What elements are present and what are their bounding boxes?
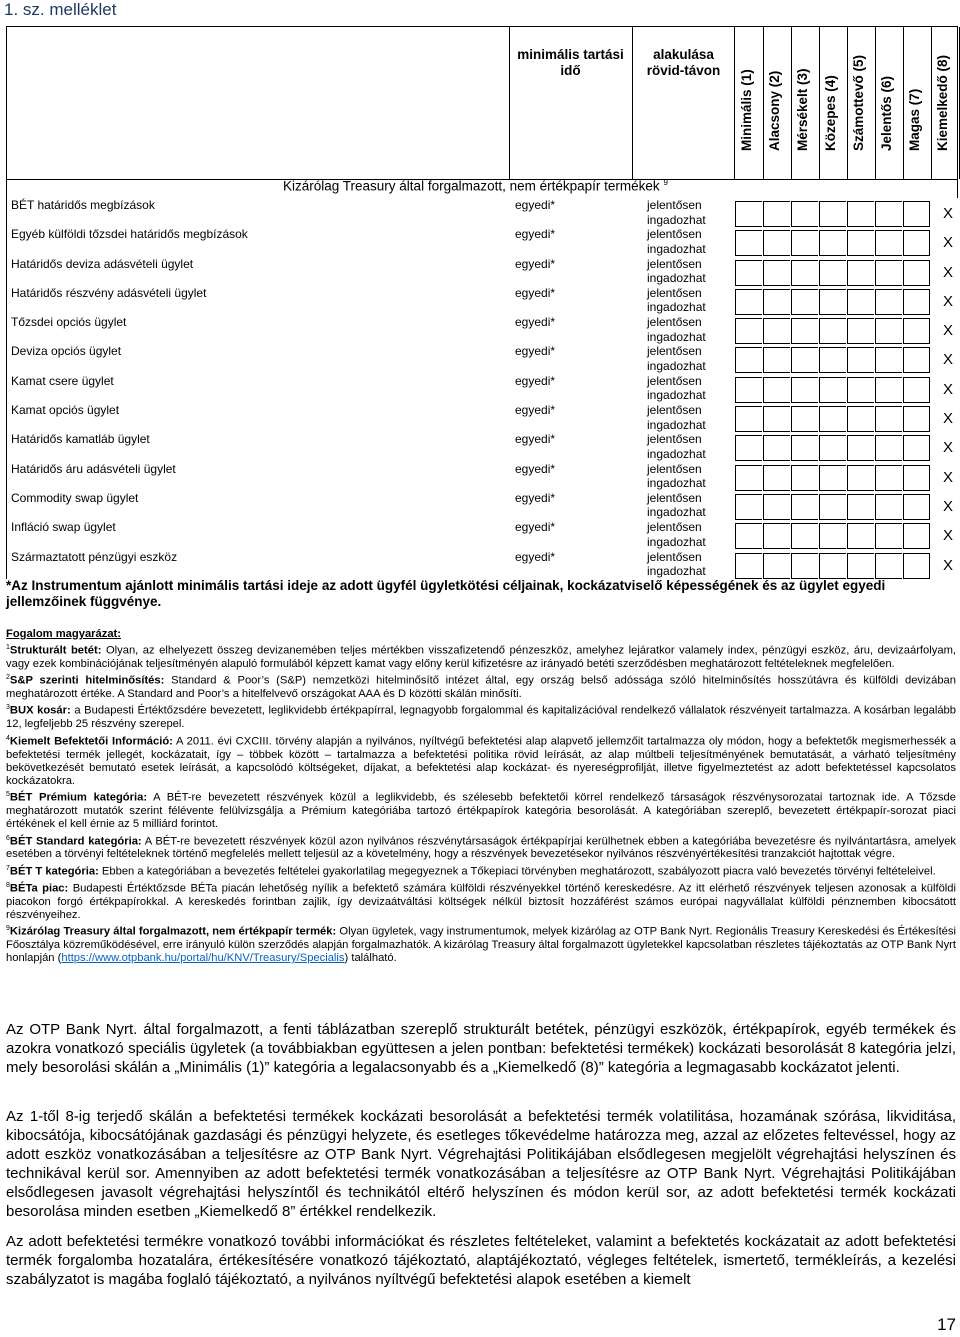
table-row: [7, 432, 958, 461]
glossary-item: [6, 641, 956, 671]
row-min-holding: egyedi*: [515, 315, 556, 330]
glossary-text-after: ) található.: [344, 952, 397, 965]
risk-cell: [875, 494, 902, 520]
risk-cell: [847, 435, 874, 461]
glossary-term: BÉT T kategória:: [9, 865, 99, 878]
risk-mark: X: [943, 439, 954, 457]
risk-cell: [903, 523, 930, 549]
row-short-term: jelentősen ingadozhat: [647, 256, 706, 286]
risk-cell: [847, 289, 874, 315]
risk-cell: [903, 406, 930, 432]
risk-cell: [875, 465, 902, 491]
risk-cell: [735, 201, 762, 227]
risk-cell: [875, 553, 902, 579]
risk-cell: [875, 377, 902, 403]
risk-cell: [791, 347, 818, 373]
row-name: Tőzsdei opciós ügylet: [11, 315, 127, 330]
risk-mark: X: [943, 205, 954, 222]
risk-cell: [763, 377, 790, 403]
risk-cell: [903, 377, 930, 403]
risk-cell: [847, 260, 874, 286]
row-name: Kamat csere ügylet: [11, 373, 114, 388]
risk-cell: [791, 201, 818, 227]
risk-cell: [903, 230, 930, 256]
risk-mark: X: [943, 497, 954, 515]
glossary-item: [6, 862, 956, 879]
glossary-item: [6, 671, 956, 701]
risk-cell: [847, 318, 874, 344]
row-min-holding: egyedi*: [515, 432, 556, 447]
risk-cell: [791, 230, 818, 256]
glossary-item: [6, 832, 956, 862]
risk-cell: [819, 201, 846, 227]
glossary-item: [6, 732, 956, 789]
risk-cell: [791, 435, 818, 461]
glossary-text: Olyan ügyletek, vagy instrumentumok, melyek kizárólag az OTP Bank Nyrt. Regionális Treasury Kereskedési és Értékesítési Főosztálya közreműködésével, erre irányuló külön szerződés alapján forgalmazhatók. A kizárólag Treasury által forgalmazott ügyletekkel kapcsolatban részletes tájékoztatás az OTP Bank Nyrt honlapján (: [6, 925, 956, 965]
glossary-num: 8: [6, 881, 10, 889]
row-name: Deviza opciós ügylet: [11, 344, 122, 359]
risk-cell: [791, 260, 818, 286]
glossary-text: A 2011. évi CXCIII. törvény alapján a nyilvános, nyíltvégű befektetési alap alapvető jellemzőit tartalmazza oly módon, hogy a befektetők megismerhessék a befektetési termék jellegét, kockázatait, így – többek között – tartalmazza a befektetési politika rövid leírását, az alap múltbeli teljesítményének bemutatását, a várható teljesítmény bekövetkezését bemutató esetek leírását, a kapcsolódó költségeket, díjakat, a befektetési alap kockázat- és nyereségprofilját, illetve figyelmeztetést az adott befektetéssel kapcsolatos kockázatokra.: [6, 735, 956, 787]
risk-cell: [903, 435, 930, 461]
row-name: Infláció swap ügylet: [11, 520, 116, 535]
risk-cell: [903, 201, 930, 227]
risk-cell: [763, 201, 790, 227]
risk-cell: [763, 230, 790, 256]
risk-col-label: Magas (7): [907, 88, 922, 151]
risk-cell: [819, 465, 846, 491]
row-min-holding: egyedi*: [515, 344, 556, 359]
section-label: Kizárólag Treasury által forgalmazott, nem értékpapír termékek $^9$: [283, 178, 668, 194]
glossary-num: 9: [6, 924, 10, 932]
risk-cell: [819, 289, 846, 315]
row-min-holding: egyedi*: [515, 198, 556, 212]
risk-cell: [763, 494, 790, 520]
risk-cell: [763, 465, 790, 491]
risk-cell: [791, 318, 818, 344]
risk-cell: [819, 260, 846, 286]
risk-cell: [735, 523, 762, 549]
row-short-term: jelentősen ingadozhat: [647, 403, 706, 432]
risk-col-header: [903, 27, 932, 179]
risk-mark: X: [943, 234, 954, 252]
risk-cell: [847, 230, 874, 256]
risk-col-header: [819, 27, 848, 179]
risk-cell: [903, 465, 930, 491]
row-name: Commodity swap ügylet: [11, 490, 139, 505]
risk-cell: [847, 347, 874, 373]
page-title: 1. sz. melléklet: [4, 0, 117, 19]
risk-cell: [819, 347, 846, 373]
header-short-term: alakulása rövid-távon: [633, 27, 735, 179]
risk-cell: [735, 318, 762, 344]
risk-mark: X: [943, 527, 954, 545]
risk-mark: X: [943, 468, 954, 486]
row-short-term: jelentősen ingadozhat: [647, 227, 706, 256]
risk-cell: [735, 406, 762, 432]
risk-col-label: Mérsékelt (3): [795, 68, 810, 151]
row-min-holding: egyedi*: [515, 227, 556, 242]
risk-cell: [791, 523, 818, 549]
page-number: 17: [937, 1315, 956, 1334]
treasury-link[interactable]: https://www.otpbank.hu/portal/hu/KNV/Treasury/Specialis: [61, 952, 345, 965]
glossary: [6, 628, 956, 965]
row-name: Határidős áru adásvételi ügylet: [11, 461, 176, 476]
risk-cell: [847, 553, 874, 579]
table-row: [7, 403, 958, 432]
risk-cell: [763, 523, 790, 549]
risk-cell: [735, 377, 762, 403]
risk-mark: X: [943, 556, 954, 574]
row-name: Határidős részvény adásvételi ügylet: [11, 285, 207, 300]
glossary-term: BÉT Standard kategória:: [9, 835, 142, 848]
glossary-num: 4: [6, 734, 10, 742]
table-row: [7, 520, 958, 549]
table-row: [7, 491, 958, 520]
risk-cell: [875, 201, 902, 227]
glossary-item: [6, 788, 956, 831]
paragraph-2: Az 1-től 8-ig terjedő skálán a befektetési termékek kockázati besorolását a befektetési termék volatilitása, hozamának szórása, likviditása, kibocsátója, kibocsátójának gazdasági és pénzügyi helyzete, és esetleges tőkevédelme határozza meg, azzal az előzetes feltevéssel, hogy az adott eszköz vonatkozásában a teljesítésre az OTP Bank Nyrt. Végrehajtási Politikájában elsődlegesen megjelölt végrehajtási helyszínen és technikával kerül sor. Amennyiben az adott befektetési termék vonatkozásában a teljesítésre az OTP Bank Nyrt. Végrehajtási Politikájában elsődlegesen javasolt végrehajtási helyszíntől és technikától eltérő helyszínen és módon kerül sor, az adott befektetési termék kockázati besorolása minden esetben „Kiemelkedő 8” értékkel rendelkezik.: [6, 1108, 956, 1220]
risk-cell: [847, 523, 874, 549]
risk-mark: X: [943, 351, 954, 369]
row-min-holding: egyedi*: [515, 256, 556, 271]
risk-cell: [763, 553, 790, 579]
row-short-term: jelentősen ingadozhat: [647, 315, 706, 344]
row-short-term: jelentősen ingadozhat: [647, 461, 706, 491]
glossary-text: Budapesti Értéktőzsde BÉTa piacán lehetőség nyílik a befektető számára külföldi részvényekkel történő kereskedésre. Az itt elérhető részvények teljesen azonosak a külföldi piacokon forgó értékpapírokkal. A kereskedés forintban zajlik, így devizaátváltási költségek nélkül biztosít hozzáférést számos európai nagyvállalat külföldi pénznemben kibocsátott részvényeihez.: [6, 882, 956, 921]
header-blank: [7, 27, 510, 179]
risk-cell: [875, 347, 902, 373]
risk-cell: [819, 318, 846, 344]
glossary-term: BÉT Prémium kategória:: [9, 791, 148, 804]
risk-col-label: Számottevő (5): [851, 54, 866, 151]
risk-cell: [819, 523, 846, 549]
row-short-term: jelentősen ingadozhat: [647, 490, 706, 520]
risk-cell: [903, 318, 930, 344]
risk-cell: [791, 289, 818, 315]
risk-cell: [763, 347, 790, 373]
risk-cell: [791, 377, 818, 403]
risk-table: [6, 26, 958, 579]
glossary-title: Fogalom magyarázat:: [6, 628, 122, 640]
risk-cell: [819, 230, 846, 256]
row-short-term: jelentősen ingadozhat: [647, 549, 706, 579]
risk-cell: [735, 494, 762, 520]
glossary-term: Strukturált betét:: [9, 644, 102, 657]
section-header: [6, 179, 958, 198]
risk-mark: X: [943, 322, 954, 340]
risk-col-header: [791, 27, 820, 179]
risk-cell: [847, 201, 874, 227]
risk-col-label: Kiemelkedő (8): [935, 54, 950, 151]
row-name: Egyéb külföldi tőzsdei határidős megbízások: [11, 227, 248, 242]
risk-cell: [875, 523, 902, 549]
risk-cell: [903, 347, 930, 373]
paragraph-3: Az adott befektetési termékre vonatkozó további információkat és részletes feltételeket, valamint a befektetés kockázatait az adott befektetési termék forgalomba hozatalára, értékesítésére vonatkozó tájékoztató, alaptájékoztató, végleges feltételek, ismertető, termékleírás, a kezelési szabályzatot is magába foglaló tájékoztató, a nyilvános nyíltvégű befektetési alapok esetében a kiemelt: [6, 1233, 956, 1288]
row-min-holding: egyedi*: [515, 285, 556, 300]
row-short-term: jelentősen ingadozhat: [647, 285, 706, 315]
risk-col-header: [875, 27, 904, 179]
row-name: Kamat opciós ügylet: [11, 403, 120, 418]
table-row: [7, 286, 958, 315]
risk-cell: [763, 435, 790, 461]
paragraph-1: Az OTP Bank Nyrt. által forgalmazott, a fenti táblázatban szereplő strukturált betétek, pénzügyi eszközök, értékpapírok, egyéb termékek és azokra vonatkozó speciális ügyletek (a továbbiakban együttesen a jelen pontban: befektetési termékek) kockázati besorolását 8 kategória jelzi, mely besorolási skálán a „Minimális (1)” kategória a legalacsonyabb és a „Kiemelkedő (8)” kategória a legmagasabb kockázatot jelenti.: [6, 1021, 956, 1076]
risk-col-header: [735, 27, 764, 179]
row-short-term: jelentősen ingadozhat: [647, 344, 706, 373]
risk-cell: [791, 406, 818, 432]
risk-cell: [791, 465, 818, 491]
glossary-num: 6: [6, 834, 10, 842]
risk-cell: [875, 318, 902, 344]
row-min-holding: egyedi*: [515, 373, 556, 388]
row-min-holding: egyedi*: [515, 520, 556, 535]
glossary-num: 2: [6, 674, 10, 682]
risk-mark: X: [943, 292, 954, 310]
risk-col-label: Közepes (4): [823, 75, 838, 151]
row-name: Származtatott pénzügyi eszköz: [11, 549, 178, 564]
footnote: *Az Instrumentum ajánlott minimális tartási ideje az adott ügyfél ügyletkötési céljainak, kockázatviselő képességének és az ügylet egyedi jellemzőinek függvénye.: [6, 578, 886, 609]
row-short-term: jelentősen ingadozhat: [647, 198, 706, 227]
row-min-holding: egyedi*: [515, 490, 556, 505]
glossary-text: A BÉT-re bevezetett részvények közül a leglikvidebb, és szélesebb befektetői körrel rendelkező társaságok részvénysorozatai tartoznak ide. A Tőzsde meghatározott mutatók szerint félévente felülvizsgálja a Prémium kategóriába tartozó értékpapírok kategória besorolását. A kategóriában szereplő, bevezetett értékpapír-sorozat piaci értékének el kell érnie az 5 milliárd forintot.: [6, 791, 956, 831]
glossary-text: Ebben a kategóriában a bevezetés feltételei gyakorlatilag megegyeznek a Tőkepiaci törvényben meghatározott, szabályozott piacra való bevezetés törvényi feltételeivel.: [98, 865, 936, 878]
row-name: BÉT határidős megbízások: [11, 198, 155, 212]
table-row: [7, 315, 958, 344]
table-row: [7, 257, 958, 286]
risk-cell: [735, 435, 762, 461]
glossary-num: 1: [6, 644, 10, 652]
risk-cell: [735, 260, 762, 286]
risk-cell: [875, 406, 902, 432]
glossary-text: a Budapesti Értéktőzsdére bevezetett, leglikvidebb értékpapírral, legnagyobb forgalommal és kapitalizációval rendelkező vállalatok részvényeit tartalmazza. A kosárban legalább 12, legfeljebb 25 részvény szerepel.: [6, 705, 956, 731]
risk-cell: [903, 289, 930, 315]
risk-mark: X: [943, 380, 954, 398]
risk-cell: [791, 553, 818, 579]
risk-cell: [875, 260, 902, 286]
risk-col-label: Jelentős (6): [879, 75, 894, 151]
glossary-item: [6, 701, 956, 731]
risk-cell: [875, 230, 902, 256]
risk-col-header: [763, 27, 792, 179]
table-row: [7, 227, 958, 256]
risk-cell: [847, 465, 874, 491]
table-header: [6, 26, 958, 179]
glossary-num: 3: [6, 704, 10, 712]
risk-cell: [819, 377, 846, 403]
risk-cell: [819, 435, 846, 461]
glossary-num: 5: [6, 791, 10, 799]
row-min-holding: egyedi*: [515, 549, 556, 564]
risk-cell: [847, 494, 874, 520]
table-body: [6, 198, 958, 579]
row-short-term: jelentősen ingadozhat: [647, 520, 706, 549]
glossary-text: A BÉT-re bevezetett részvények közül azon nyilvános részvénytársaságok értékpapírjai kerülhetnek ebben a kategóriába bevezetésre és nyilvántartásra, amelyek esetében a törvényi feltételeknek történő megfelelés mellett teljesül az a követelmény, hogy a részvények bevezetésekor nyilvános részvényértékesítési tranzakciót hajtottak végre.: [6, 835, 957, 861]
risk-cell: [763, 406, 790, 432]
glossary-term: BUX kosár:: [9, 705, 71, 718]
risk-cell: [735, 465, 762, 491]
risk-cell: [791, 494, 818, 520]
risk-mark: X: [943, 263, 954, 281]
glossary-term: S&P szerinti hitelminősítés:: [9, 675, 165, 688]
risk-col-header: [931, 27, 960, 179]
risk-cell: [735, 347, 762, 373]
row-short-term: jelentősen ingadozhat: [647, 432, 706, 461]
risk-cell: [875, 435, 902, 461]
row-name: Határidős kamatláb ügylet: [11, 432, 150, 447]
risk-cell: [819, 553, 846, 579]
row-min-holding: egyedi*: [515, 461, 556, 476]
glossary-text: Olyan, az elhelyezett összeg devizanemében teljes mértékben visszafizetendő pénzeszköz, amelyhez lejáratkor valamely index, pénzügyi eszköz, áru, devizaárfolyam, vagy ezek kombinációjának teljesítményén alapuló formulából képzett kamat vagy előny kerül kifizetésre az irányadó betéti szerződésben meghatározott feltételeknek megfelelően.: [6, 644, 956, 671]
risk-cell: [819, 494, 846, 520]
risk-cell: [763, 318, 790, 344]
glossary-term: BÉTa piac:: [9, 882, 69, 895]
glossary-text: Standard & Poor’s (S&P) nemzetközi hitelminősítő intézet által, egy ország belső adóssága szóló hitelminősítés hosszútávra és külföldi devizában meghatározott értéke. A Standard and Poor’s a hitelfelvevő országokat AAA és D közötti skálán minősíti.: [6, 675, 956, 701]
row-name: Határidős deviza adásvételi ügylet: [11, 256, 194, 271]
risk-cell: [903, 260, 930, 286]
risk-cell: [819, 406, 846, 432]
table-row: [7, 198, 958, 227]
risk-cell: [875, 289, 902, 315]
table-row: [7, 550, 958, 579]
risk-cell: [735, 553, 762, 579]
risk-cell: [903, 553, 930, 579]
risk-cell: [763, 260, 790, 286]
table-row: [7, 462, 958, 491]
risk-cell: [763, 289, 790, 315]
row-min-holding: egyedi*: [515, 403, 556, 418]
row-short-term: jelentősen ingadozhat: [647, 373, 706, 403]
risk-col-label: Minimális (1): [739, 69, 754, 151]
glossary-num: 7: [6, 864, 10, 872]
risk-cell: [735, 230, 762, 256]
table-row: [7, 374, 958, 403]
risk-cell: [847, 406, 874, 432]
glossary-item: [6, 879, 956, 922]
glossary-item: [6, 922, 956, 965]
risk-cell: [735, 289, 762, 315]
risk-mark: X: [943, 410, 954, 428]
glossary-term: Kizárólag Treasury által forgalmazott, nem értékpapír termék:: [9, 925, 337, 938]
table-row: [7, 344, 958, 373]
risk-col-label: Alacsony (2): [767, 70, 782, 151]
risk-cell: [903, 494, 930, 520]
glossary-term: Kiemelt Befektetői Információ:: [9, 735, 173, 748]
risk-col-header: [847, 27, 876, 179]
risk-cell: [847, 377, 874, 403]
header-min-holding: minimális tartási idő: [509, 27, 633, 179]
